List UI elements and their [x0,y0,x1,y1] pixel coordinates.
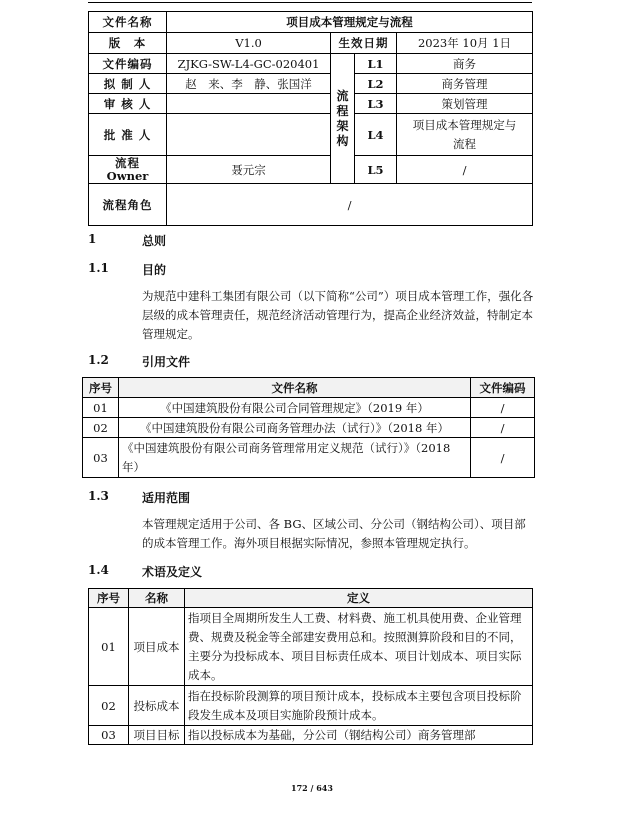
table-row [89,608,533,686]
term-row-no: 02 [89,686,129,726]
section-1-title: 总则 [142,234,167,248]
section-1-number: 1 [88,232,97,246]
ref-row-code: / [471,438,535,478]
ref-row-no: 03 [83,438,119,478]
owner-label [89,156,167,184]
arch-level-l4: L4 [355,114,397,156]
section-1-3-number: 1.3 [88,489,109,503]
ref-row-name: 《中国建筑股份有限公司合同管理规定》（2019 年） [119,398,471,418]
ref-header-no: 序号 [83,378,119,398]
ref-row-code: / [471,398,535,418]
version-label: 版 本 [89,33,167,54]
term-row-def: 指以投标成本为基础，分公司（钢结构公司）商务管理部 [185,726,533,745]
arch-label-text: 流程架构 [336,88,349,148]
doc-name-label: 文件名称 [89,12,167,33]
role-value: / [167,184,533,226]
term-row-name: 项目目标 [129,726,185,745]
section-1-3-title: 适用范围 [142,491,191,505]
section-1-2-number: 1.2 [88,353,109,367]
reviewer-value [167,94,331,114]
version-value: V1.0 [167,33,331,54]
arch-value-l3: 策划管理 [397,94,533,114]
owner-label-line1: 流程 [115,155,140,170]
term-row-no: 03 [89,726,129,745]
process-architecture-label [331,54,355,184]
code-value: ZJKG-SW-L4-GC-020401 [167,54,331,74]
page-number: 172 / 643 [291,783,333,793]
effective-date-value: 2023年 10月 1日 [397,33,533,54]
approver-label: 批 准 人 [89,114,167,156]
table-row [83,398,535,418]
doc-name-value: 项目成本管理规定与流程 [167,12,533,33]
effective-date-label: 生效日期 [331,33,397,54]
drafter-value: 赵 来、李 静、张国洋 [167,74,331,94]
role-label: 流程角色 [89,184,167,226]
arch-value-l5: / [397,156,533,184]
section-1-1-title: 目的 [142,263,167,277]
arch-level-l2: L2 [355,74,397,94]
ref-row-no: 02 [83,418,119,438]
arch-value-l1: 商务 [397,54,533,74]
section-1-1-paragraph: 为规范中建科工集团有限公司（以下简称“公司”）项目成本管理工作，强化各层级的成本管理责任，规范经济活动管理行为，提高企业经济效益，特制定本管理规定。 [142,289,534,341]
ref-header-name: 文件名称 [119,378,471,398]
section-1-4-number: 1.4 [88,563,109,577]
ref-row-name: 《中国建筑股份有限公司商务管理常用定义规范（试行）》（2018 年） [119,438,471,478]
ref-row-code: / [471,418,535,438]
owner-label-line2: Owner [106,168,149,183]
code-label: 文件编码 [89,54,167,74]
reference-files-table [82,377,535,478]
drafter-label: 拟 制 人 [89,74,167,94]
section-1-3-paragraph: 本管理规定适用于公司、各 BG、区域公司、分公司（钢结构公司）、项目部的成本管理工作。海外项目根据实际情况，参照本管理规定执行。 [142,517,526,550]
term-row-no: 01 [89,608,129,686]
reviewer-label: 审 核 人 [89,94,167,114]
arch-value-l2: 商务管理 [397,74,533,94]
table-row [83,418,535,438]
document-info-table [88,11,533,226]
arch-level-l5: L5 [355,156,397,184]
term-row-def: 指项目全周期所发生人工费、材料费、施工机具使用费、企业管理费、规费及税金等全部建安费用总和。按照测算阶段和目的不同，主要分为投标成本、项目目标责任成本、项目计划成本、项目实际成本。 [185,608,533,686]
ref-row-name: 《中国建筑股份有限公司商务管理办法（试行）》（2018 年） [119,418,471,438]
section-1-4-title: 术语及定义 [142,565,203,579]
table-row [89,726,533,745]
ref-header-code: 文件编码 [471,378,535,398]
term-header-name: 名称 [129,589,185,608]
top-rule [88,2,532,3]
table-row [89,686,533,726]
term-row-name: 项目成本 [129,608,185,686]
arch-level-l1: L1 [355,54,397,74]
terms-definitions-table [88,588,533,745]
section-1-2-title: 引用文件 [142,355,191,369]
term-header-def: 定义 [185,589,533,608]
term-header-no: 序号 [89,589,129,608]
table-row [83,438,535,478]
approver-value [167,114,331,156]
arch-value-l4: 项目成本管理规定与流程 [397,114,533,156]
term-row-name: 投标成本 [129,686,185,726]
ref-row-no: 01 [83,398,119,418]
section-1-1-number: 1.1 [88,261,109,275]
owner-value: 聂元宗 [167,156,331,184]
term-row-def: 指在投标阶段测算的项目预计成本，投标成本主要包含项目投标阶段发生成本及项目实施阶段预计成本。 [185,686,533,726]
arch-level-l3: L3 [355,94,397,114]
